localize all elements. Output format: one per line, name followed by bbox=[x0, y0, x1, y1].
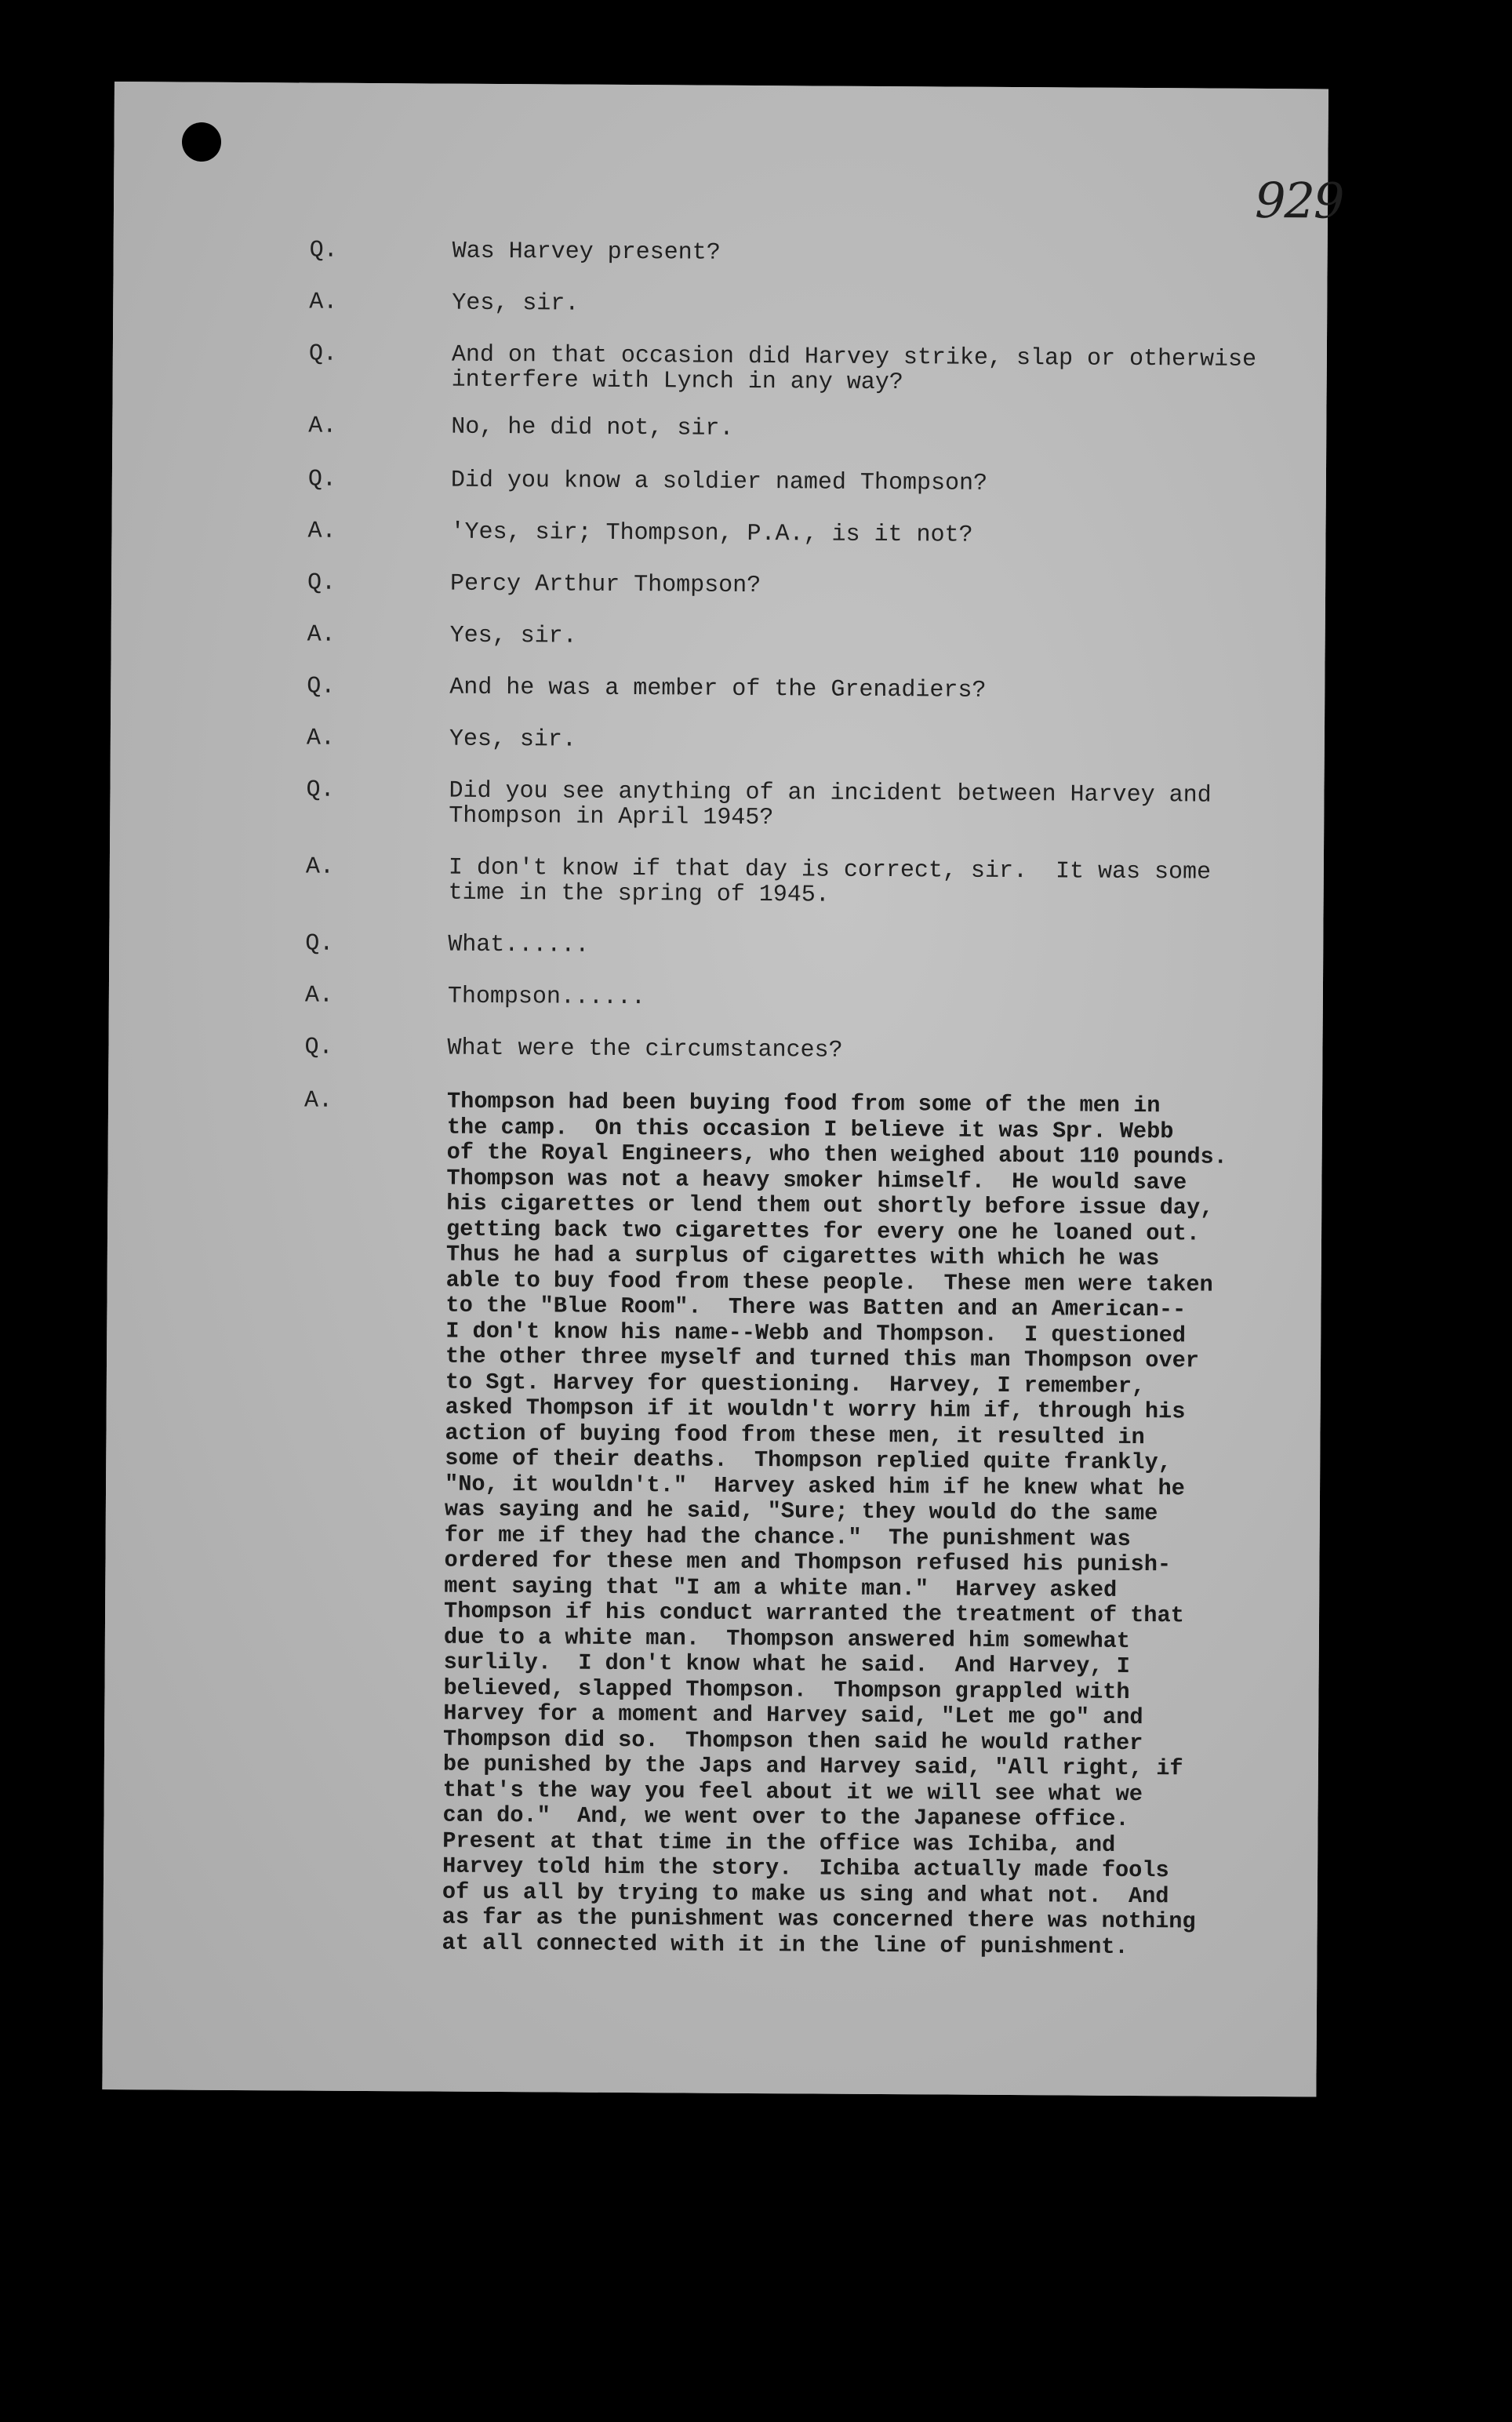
qa-entry bbox=[111, 621, 1325, 650]
qa-entry bbox=[113, 289, 1327, 318]
entry-text: What...... bbox=[448, 931, 590, 959]
entry-text: Was Harvey present? bbox=[452, 238, 721, 267]
speaker-label: Q. bbox=[304, 1034, 333, 1061]
speaker-label: Q. bbox=[307, 673, 336, 700]
qa-entry bbox=[114, 237, 1328, 267]
page-number: 929 bbox=[1254, 171, 1343, 230]
qa-entry bbox=[111, 725, 1325, 754]
entry-text: Yes, sir. bbox=[452, 289, 580, 318]
speaker-label: Q. bbox=[306, 776, 335, 804]
qa-entry bbox=[111, 673, 1325, 704]
qa-entry bbox=[112, 518, 1326, 549]
speaker-label: Q. bbox=[308, 340, 338, 368]
entry-text: And on that occasion did Harvey strike, slap or otherwise interfere with Lynch in any way? bbox=[451, 341, 1257, 397]
qa-entry bbox=[109, 930, 1323, 959]
qa-entry bbox=[112, 413, 1326, 442]
entry-text: No, he did not, sir. bbox=[451, 413, 734, 442]
qa-entry bbox=[109, 1034, 1323, 1064]
entry-text: Did you see anything of an incident between Harvey and Thompson in April 1945? bbox=[449, 777, 1212, 832]
speaker-label: Q. bbox=[307, 569, 336, 597]
entry-text: 'Yes, sir; Thompson, P.A., is it not? bbox=[450, 518, 973, 549]
punch-hole bbox=[182, 122, 221, 162]
entry-text: Thompson...... bbox=[447, 983, 646, 1012]
speaker-label: Q. bbox=[307, 466, 337, 493]
speaker-label: A. bbox=[304, 982, 334, 1009]
entry-text: I don't know if that day is correct, sir. It was some time in the spring of 1945. bbox=[448, 854, 1212, 909]
qa-entry bbox=[109, 982, 1323, 1012]
document-page bbox=[102, 82, 1343, 2097]
entry-text: What were the circumstances? bbox=[447, 1035, 843, 1064]
qa-entry bbox=[111, 776, 1325, 832]
qa-entry bbox=[112, 466, 1326, 497]
entry-text: Did you know a soldier named Thompson? bbox=[450, 467, 988, 497]
speaker-label: A. bbox=[309, 289, 338, 316]
speaker-label: Q. bbox=[309, 237, 338, 264]
speaker-label: A. bbox=[306, 725, 336, 752]
speaker-label: Q. bbox=[305, 930, 334, 958]
qa-entry bbox=[113, 340, 1327, 397]
qa-entry bbox=[110, 853, 1324, 909]
entry-text: And he was a member of the Grenadiers? bbox=[449, 674, 987, 704]
speaker-label: A. bbox=[303, 1087, 333, 1115]
entry-text: Percy Arthur Thompson? bbox=[449, 570, 761, 600]
qa-entry bbox=[108, 1087, 1322, 1960]
speaker-label: A. bbox=[308, 413, 337, 440]
entry-text: Yes, sir. bbox=[449, 726, 577, 754]
speaker-label: A. bbox=[305, 853, 335, 881]
entry-text: Thompson had been buying food from some of the men in the camp. On this occasion I believe it was Spr. Webb of the Royal Engineers, who then weighed about 110 pounds. Thompson was not a heavy smoker himself. He would save his cigarettes or lend them out shortly before issue day, getting back two cigarettes for every one he loaned out. Thus he had a surplus of cigarettes with which he was able to buy food from these people. These men were taken to the "Blue Room". There was Batten and an American-- I don't know his name--Webb and Thompson. I questioned the other three myself and turned this man Thompson over to Sgt. Harvey for questioning. Harvey, I remember, asked Thompson if it wouldn't worry him if, through his action of buying food from these men, it resulted in some of their deaths. Thompson replied quite frankly, "No, it wouldn't." Harvey asked him if he knew what he was saying and he said, "Sure; they would do the same for me if they had the chance." The punishment was ordered for these men and Thompson refused his punish- ment saying that "I am a white man." Harvey asked Thompson if his conduct warranted the treatment of that due to a white man. Thompson answered him somewhat surlily. I don't know what he said. And Harvey, I believed, slapped Thompson. Thompson grappled with Harvey for a moment and Harvey said, "Let me go" and Thompson did so. Thompson then said he would rather be punished by the Japs and Harvey said, "All right, if that's the way you feel about it we will see what we can do." And, we went over to the Japanese office. Present at that time in the office was Ichiba, and Harvey told him the story. Ichiba actually made fools of us all by trying to make us sing and what not. And as far as the punishment was concerned there was nothing at all connected with it in the line of punishment. bbox=[442, 1088, 1227, 1960]
qa-entry bbox=[111, 569, 1325, 600]
speaker-label: A. bbox=[307, 518, 336, 545]
speaker-label: A. bbox=[307, 621, 336, 649]
entry-text: Yes, sir. bbox=[449, 622, 577, 650]
